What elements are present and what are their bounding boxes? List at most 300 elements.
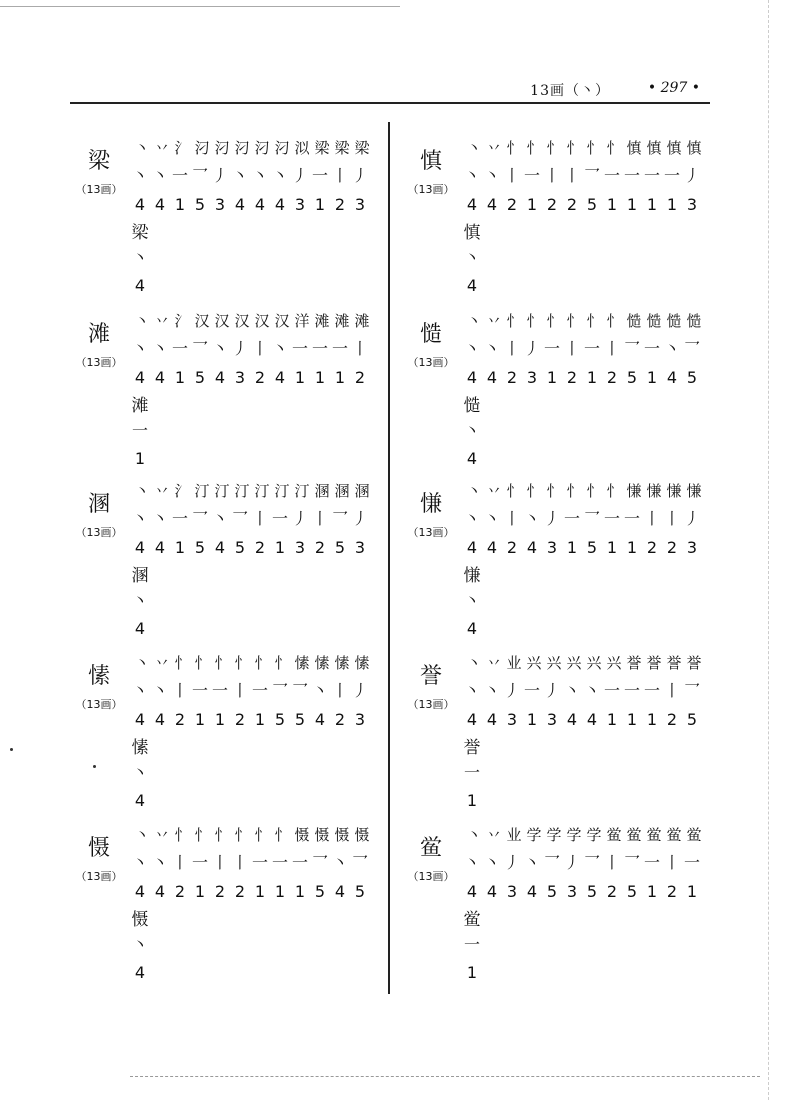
stroke-shape: 丶 (131, 509, 148, 528)
stroke-shape: 丨 (643, 509, 660, 528)
stroke-shape: 一 (563, 509, 580, 528)
stroke-number: 1 (526, 195, 538, 214)
stroke-stage: 慎 (666, 139, 678, 157)
stroke-number: 1 (646, 710, 658, 729)
final-stroke-shape: 丶 (131, 591, 148, 610)
stroke-shape: 一 (623, 509, 640, 528)
stroke-shape: 乛 (331, 509, 348, 528)
page-number: • 297 • (647, 80, 700, 96)
stroke-number-row (462, 364, 710, 392)
stroke-stage: 忄 (214, 826, 226, 844)
stroke-shape: 丨 (231, 853, 248, 872)
character-entry (400, 822, 700, 997)
head-character: 梁 (87, 149, 110, 174)
stroke-shape: 丿 (543, 681, 560, 700)
final-stage-character: 慑 (131, 910, 149, 930)
stroke-shape: 一 (271, 853, 288, 872)
stroke-stage: 汀 (294, 482, 306, 500)
head-character-block (400, 664, 462, 712)
stroke-stage-row (130, 478, 378, 504)
stroke-number: 2 (666, 882, 678, 901)
stroke-stage: 洋 (294, 312, 306, 330)
character-entry (68, 650, 368, 825)
stroke-stage-row (462, 308, 710, 334)
final-stroke-number: 1 (466, 791, 478, 810)
stroke-number: 5 (194, 368, 206, 387)
stroke-shape: 丨 (331, 166, 348, 185)
stroke-number: 5 (274, 710, 286, 729)
stroke-number-row (130, 191, 378, 219)
stroke-shape: 丶 (331, 853, 348, 872)
final-stroke-shape: 丶 (131, 763, 148, 782)
stroke-shape: 丨 (251, 509, 268, 528)
stroke-number: 1 (254, 710, 266, 729)
stroke-shape: 丶 (131, 681, 148, 700)
stroke-shape: 丶 (131, 339, 148, 358)
stroke-shape: 丨 (543, 166, 560, 185)
stroke-number: 1 (294, 368, 306, 387)
stroke-shape: 丿 (683, 509, 700, 528)
stroke-count-label: （13画） (75, 870, 123, 883)
stroke-shape: 丨 (311, 509, 328, 528)
stroke-sequence (462, 308, 710, 476)
stroke-shape: 丨 (603, 339, 620, 358)
stroke-shape: 一 (683, 853, 700, 872)
stroke-number: 2 (506, 368, 518, 387)
stroke-shape: 丶 (463, 681, 480, 700)
stroke-number: 4 (154, 710, 166, 729)
stroke-shape-row (130, 676, 378, 706)
stroke-number: 4 (254, 195, 266, 214)
character-entry (400, 135, 700, 310)
stroke-count-label: （13画） (407, 526, 455, 539)
stroke-stage: 愫 (314, 654, 326, 672)
head-character: 慊 (419, 492, 442, 517)
stroke-stage: 滩 (354, 312, 366, 330)
stroke-stage: 丷 (486, 826, 498, 844)
stroke-shape: 一 (643, 339, 660, 358)
head-character-block (68, 664, 130, 712)
final-stroke-number: 4 (134, 791, 146, 810)
stroke-stage: 丶 (134, 139, 146, 157)
stroke-stage: 忄 (506, 139, 518, 157)
stroke-number: 5 (294, 710, 306, 729)
bottom-scan-rule (130, 1076, 760, 1077)
stroke-shape: 丶 (583, 681, 600, 700)
stroke-stage: 业 (506, 826, 518, 844)
stroke-shape: 丶 (663, 339, 680, 358)
stroke-stage: 梁 (334, 139, 346, 157)
stroke-shape: 乛 (351, 853, 368, 872)
stroke-number: 4 (274, 368, 286, 387)
stroke-shape: 一 (603, 166, 620, 185)
stroke-shape: 丶 (463, 853, 480, 872)
stroke-shape: 丨 (603, 853, 620, 872)
stroke-shape: 丶 (211, 339, 228, 358)
stroke-number: 2 (214, 882, 226, 901)
stroke-stage: 誉 (626, 654, 638, 672)
stroke-stage: 氵 (174, 139, 186, 157)
stroke-stage: 汈 (214, 139, 226, 157)
stroke-number-row (130, 706, 378, 734)
stroke-stage: 汀 (254, 482, 266, 500)
stroke-shape: 一 (603, 681, 620, 700)
stroke-shape: 丶 (151, 509, 168, 528)
stroke-shape: 丿 (351, 509, 368, 528)
stroke-number-row (462, 191, 710, 219)
scan-speck (93, 765, 96, 768)
stroke-number: 5 (234, 538, 246, 557)
stroke-number: 1 (174, 368, 186, 387)
stroke-shape: 丶 (523, 509, 540, 528)
stroke-stage: 丷 (486, 482, 498, 500)
stroke-number: 2 (354, 368, 366, 387)
stroke-number: 5 (546, 882, 558, 901)
stroke-number: 3 (354, 195, 366, 214)
stroke-number: 1 (646, 368, 658, 387)
stroke-shape: 丨 (563, 339, 580, 358)
stroke-stage: 汀 (194, 482, 206, 500)
stroke-number: 4 (154, 882, 166, 901)
page-edge-line (768, 0, 769, 1100)
final-stage-character: 慊 (463, 566, 481, 586)
stroke-shape: 丶 (131, 166, 148, 185)
stroke-number: 2 (606, 882, 618, 901)
stroke-number: 4 (566, 710, 578, 729)
stroke-number: 5 (334, 538, 346, 557)
stroke-number: 3 (566, 882, 578, 901)
stroke-number: 3 (506, 710, 518, 729)
stroke-number: 1 (274, 882, 286, 901)
stroke-shape: 丶 (483, 681, 500, 700)
stroke-stage: 誉 (666, 654, 678, 672)
stroke-shape: 丨 (251, 339, 268, 358)
stroke-shape: 丿 (351, 166, 368, 185)
stroke-number: 4 (154, 368, 166, 387)
stroke-number: 3 (546, 710, 558, 729)
stroke-number: 4 (214, 368, 226, 387)
stroke-number-row (130, 364, 378, 392)
stroke-shape: 乛 (623, 853, 640, 872)
stroke-number: 5 (354, 882, 366, 901)
stroke-number-row (462, 534, 710, 562)
stroke-stage: 忄 (254, 654, 266, 672)
stroke-stage: 兴 (606, 654, 618, 672)
stroke-number: 2 (506, 195, 518, 214)
stroke-number: 4 (314, 710, 326, 729)
stroke-number: 2 (254, 368, 266, 387)
stroke-number: 1 (174, 538, 186, 557)
stroke-number: 5 (314, 882, 326, 901)
stroke-stage: 忄 (566, 482, 578, 500)
stroke-number: 4 (466, 195, 478, 214)
final-stage-character: 慎 (463, 223, 481, 243)
stroke-shape-row (462, 334, 710, 364)
stroke-count-label: （13画） (407, 698, 455, 711)
stroke-shape-row (462, 504, 710, 534)
stroke-shape: 一 (311, 339, 328, 358)
stroke-number-row (462, 878, 710, 906)
stroke-number: 1 (646, 882, 658, 901)
stroke-shape: 丶 (483, 166, 500, 185)
stroke-stage-row (462, 135, 710, 161)
stroke-number: 4 (134, 882, 146, 901)
stroke-stage: 丷 (154, 654, 166, 672)
stroke-shape: 丨 (503, 509, 520, 528)
stroke-stage: 丷 (154, 139, 166, 157)
final-stroke-number: 1 (466, 963, 478, 982)
stroke-shape: 丶 (463, 339, 480, 358)
stroke-shape: 一 (291, 339, 308, 358)
character-entry (68, 135, 368, 310)
stroke-number: 1 (314, 368, 326, 387)
stroke-number: 4 (486, 710, 498, 729)
stroke-stage: 鲎 (646, 826, 658, 844)
stroke-shape: 丨 (171, 853, 188, 872)
stroke-stage: 忄 (606, 482, 618, 500)
stroke-stage: 丶 (466, 139, 478, 157)
stroke-shape: 一 (191, 853, 208, 872)
header-section-label: 13画（丶） (530, 83, 610, 99)
stroke-number: 4 (666, 368, 678, 387)
stroke-sequence (130, 478, 378, 646)
stroke-stage: 鲎 (626, 826, 638, 844)
character-entry (400, 478, 700, 653)
head-character-block (68, 322, 130, 370)
stroke-number-row (130, 878, 378, 906)
stroke-shape: 乛 (683, 681, 700, 700)
stroke-stage: 慑 (354, 826, 366, 844)
stroke-shape: 丨 (503, 166, 520, 185)
stroke-number: 5 (626, 368, 638, 387)
stroke-shape: 一 (623, 681, 640, 700)
stroke-shape: 丨 (331, 681, 348, 700)
stroke-shape: 丶 (523, 853, 540, 872)
stroke-number: 3 (234, 368, 246, 387)
stroke-stage: 汉 (274, 312, 286, 330)
stroke-number: 1 (334, 368, 346, 387)
stroke-sequence (130, 135, 378, 303)
stroke-shape: 乛 (191, 509, 208, 528)
stroke-number: 2 (566, 195, 578, 214)
stroke-stage: 兴 (566, 654, 578, 672)
stroke-number: 4 (466, 368, 478, 387)
final-stage-character: 鲎 (463, 910, 481, 930)
stroke-shape: 丶 (251, 166, 268, 185)
stroke-shape: 乛 (271, 681, 288, 700)
stroke-shape: 乛 (683, 339, 700, 358)
stroke-number: 2 (546, 195, 558, 214)
stroke-stage: 丶 (466, 312, 478, 330)
stroke-number: 5 (586, 195, 598, 214)
stroke-shape: 丿 (351, 681, 368, 700)
stroke-number: 4 (274, 195, 286, 214)
stroke-shape: 一 (171, 339, 188, 358)
stroke-shape: 丿 (543, 509, 560, 528)
stroke-number: 2 (506, 538, 518, 557)
stroke-stage: 慑 (294, 826, 306, 844)
stroke-count-label: （13画） (407, 356, 455, 369)
final-stage-character: 溷 (131, 566, 149, 586)
stroke-stage: 汉 (214, 312, 226, 330)
stroke-number: 5 (686, 710, 698, 729)
stroke-number: 2 (566, 368, 578, 387)
stroke-count-label: （13画） (75, 526, 123, 539)
stroke-number: 1 (626, 710, 638, 729)
head-character: 慥 (419, 322, 442, 347)
stroke-stage: 忄 (586, 482, 598, 500)
stroke-stage: 氵 (174, 312, 186, 330)
stroke-stage: 丷 (486, 654, 498, 672)
stroke-shape: 丶 (151, 166, 168, 185)
stroke-number: 2 (646, 538, 658, 557)
head-character: 愫 (87, 664, 110, 689)
stroke-number: 4 (526, 882, 538, 901)
stroke-shape: 丶 (483, 509, 500, 528)
stroke-stage: 滩 (334, 312, 346, 330)
stroke-stage-row (462, 822, 710, 848)
head-character: 鲎 (419, 836, 442, 861)
final-stage-character: 滩 (131, 396, 149, 416)
final-stroke-number: 4 (134, 963, 146, 982)
stroke-number: 3 (686, 538, 698, 557)
stroke-shape: 一 (643, 166, 660, 185)
character-entry (68, 478, 368, 653)
stroke-stage-row (130, 650, 378, 676)
stroke-stage: 忄 (234, 826, 246, 844)
stroke-stage-row (462, 650, 710, 676)
final-stroke-number: 1 (134, 449, 146, 468)
head-character-block (400, 322, 462, 370)
stroke-shape: 丨 (663, 681, 680, 700)
stroke-shape: 一 (663, 166, 680, 185)
final-stroke-number: 4 (466, 449, 478, 468)
stroke-shape: 丿 (563, 853, 580, 872)
stroke-sequence (462, 478, 710, 646)
stroke-stage: 业 (506, 654, 518, 672)
stroke-number: 5 (626, 882, 638, 901)
final-stage-character: 梁 (131, 223, 149, 243)
stroke-number: 3 (506, 882, 518, 901)
stroke-number: 1 (606, 710, 618, 729)
column-divider (388, 122, 390, 994)
stroke-number: 3 (294, 538, 306, 557)
stroke-number: 1 (194, 710, 206, 729)
stroke-number: 4 (134, 368, 146, 387)
stroke-number: 2 (234, 882, 246, 901)
stroke-stage: 梁 (314, 139, 326, 157)
stroke-stage-row (130, 135, 378, 161)
final-stroke-shape: 丶 (131, 935, 148, 954)
stroke-shape: 丶 (463, 509, 480, 528)
stroke-stage: 慑 (314, 826, 326, 844)
stroke-shape: 丿 (231, 339, 248, 358)
stroke-number: 3 (546, 538, 558, 557)
stroke-stage: 慊 (686, 482, 698, 500)
stroke-shape: 一 (291, 853, 308, 872)
final-stage-character: 慥 (463, 396, 481, 416)
stroke-stage: 丶 (466, 826, 478, 844)
stroke-number: 2 (666, 710, 678, 729)
stroke-shape: 乛 (291, 681, 308, 700)
stroke-stage: 忄 (526, 312, 538, 330)
stroke-shape: 一 (331, 339, 348, 358)
stroke-stage: 鲎 (666, 826, 678, 844)
stroke-stage: 鲎 (686, 826, 698, 844)
stroke-count-label: （13画） (407, 183, 455, 196)
stroke-stage: 鲎 (606, 826, 618, 844)
stroke-stage: 学 (566, 826, 578, 844)
stroke-number: 4 (134, 710, 146, 729)
stroke-stage: 慥 (626, 312, 638, 330)
stroke-stage: 忄 (546, 312, 558, 330)
stroke-shape: 丨 (351, 339, 368, 358)
head-character-block (68, 836, 130, 884)
stroke-shape: 一 (623, 166, 640, 185)
stroke-number: 2 (174, 882, 186, 901)
head-character: 誉 (419, 664, 442, 689)
stroke-stage: 愫 (354, 654, 366, 672)
stroke-shape-row (462, 161, 710, 191)
stroke-stage: 忄 (526, 482, 538, 500)
stroke-number: 3 (294, 195, 306, 214)
stroke-shape: 乛 (311, 853, 328, 872)
stroke-number: 1 (214, 710, 226, 729)
stroke-number: 5 (686, 368, 698, 387)
stroke-stage: 汀 (274, 482, 286, 500)
final-stroke-shape: 丶 (463, 591, 480, 610)
stroke-number: 1 (174, 195, 186, 214)
stroke-stage: 汈 (194, 139, 206, 157)
stroke-number: 3 (214, 195, 226, 214)
stroke-shape: 丿 (523, 339, 540, 358)
stroke-shape: 丶 (151, 853, 168, 872)
final-stroke-shape: 一 (131, 421, 148, 440)
stroke-shape: 丿 (503, 853, 520, 872)
head-character-block (400, 492, 462, 540)
stroke-stage: 丷 (154, 482, 166, 500)
stroke-stage: 汈 (234, 139, 246, 157)
stroke-stage: 学 (546, 826, 558, 844)
stroke-shape: 一 (543, 339, 560, 358)
stroke-shape: 丶 (271, 166, 288, 185)
stroke-number: 3 (354, 710, 366, 729)
stroke-shape: 丶 (231, 166, 248, 185)
head-character: 慎 (419, 149, 442, 174)
stroke-number: 4 (526, 538, 538, 557)
stroke-shape: 乛 (583, 509, 600, 528)
head-character: 滩 (87, 322, 110, 347)
top-scan-rule (0, 6, 400, 7)
stroke-stage: 滩 (314, 312, 326, 330)
stroke-number: 2 (666, 538, 678, 557)
stroke-stage: 慊 (626, 482, 638, 500)
stroke-number: 1 (626, 195, 638, 214)
stroke-stage: 汉 (194, 312, 206, 330)
stroke-stage: 慎 (626, 139, 638, 157)
stroke-stage: 丶 (466, 654, 478, 672)
stroke-shape: 丿 (291, 166, 308, 185)
stroke-shape-row (130, 504, 378, 534)
stroke-shape: 乛 (191, 166, 208, 185)
stroke-shape: 丨 (663, 509, 680, 528)
stroke-stage: 汀 (234, 482, 246, 500)
stroke-stage: 丷 (154, 312, 166, 330)
stroke-stage: 忄 (586, 312, 598, 330)
stroke-stage: 学 (586, 826, 598, 844)
stroke-number: 4 (486, 195, 498, 214)
page-header (0, 72, 700, 102)
